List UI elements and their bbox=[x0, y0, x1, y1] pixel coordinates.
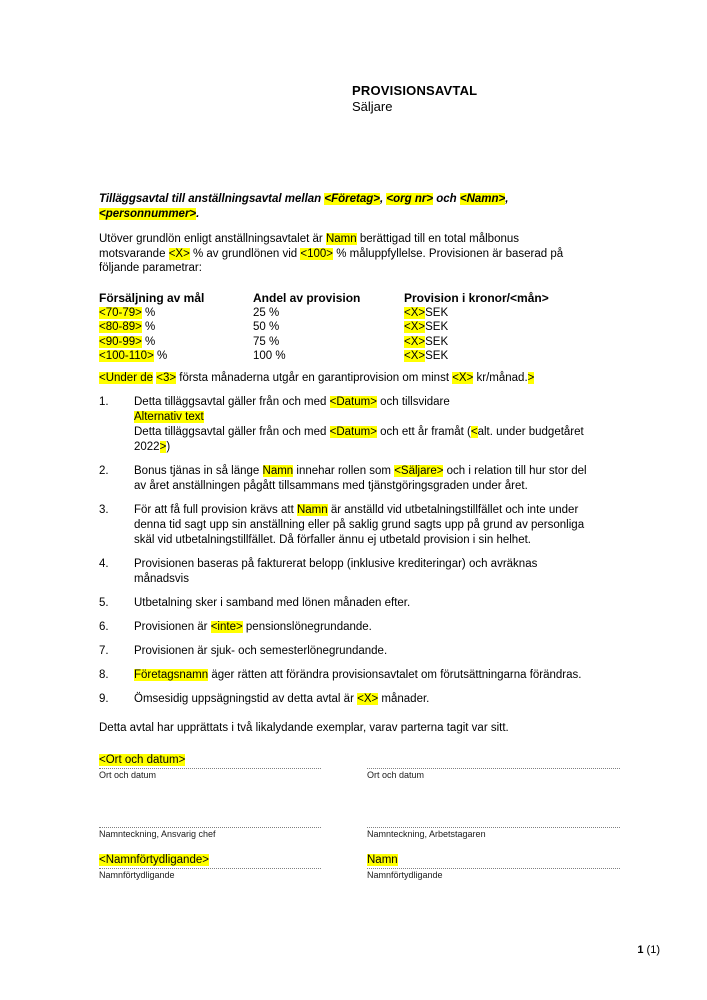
cell-goal: <70-79> % bbox=[99, 307, 156, 320]
list-item bbox=[99, 464, 635, 494]
place-date-right-caption: Ort och datum bbox=[367, 770, 425, 781]
name-clarification-right-value: Namn bbox=[367, 853, 620, 869]
document-header bbox=[352, 82, 667, 115]
bonus-paragraph: Utöver grundlön enligt anställningsavtalet är Namn berättigad till en total målbonus motsvarande <X> % av grundlönen vid <100> % måluppfyllelse. Provisionen är baserad på följande parametrar: bbox=[99, 233, 564, 275]
place-date-right-value bbox=[367, 753, 620, 769]
list-item-text: Utbetalning sker i samband med lönen månaden efter. bbox=[134, 597, 411, 610]
list-item bbox=[99, 503, 635, 548]
signature-right bbox=[367, 781, 620, 881]
document-title: PROVISIONSAVTAL bbox=[352, 83, 478, 98]
page-number-current: 1 bbox=[637, 944, 644, 956]
page-number-total: (1) bbox=[643, 944, 660, 956]
list-item bbox=[99, 596, 635, 611]
table-row bbox=[99, 306, 635, 320]
provision-table-header bbox=[99, 291, 635, 306]
col-header-amount: Provision i kronor/<mån> bbox=[404, 291, 549, 306]
list-item-number: 8. bbox=[99, 669, 109, 682]
cell-share: 100 % bbox=[253, 350, 286, 362]
col-header-sales-goal: Försäljning av mål bbox=[99, 291, 205, 306]
list-item-text: Ömsesidig uppsägningstid av detta avtal är <X> månader. bbox=[134, 693, 430, 706]
name-clarification-right-caption: Namnförtydligande bbox=[367, 870, 443, 881]
cell-amount: <X>SEK bbox=[404, 350, 449, 362]
place-date-left-value: <Ort och datum> bbox=[99, 753, 321, 769]
table-row bbox=[99, 349, 635, 363]
provision-table bbox=[99, 291, 635, 363]
list-item bbox=[99, 557, 635, 587]
cell-goal: <100-110> % bbox=[99, 350, 168, 362]
name-clarification-left-caption: Namnförtydligande bbox=[99, 870, 175, 881]
list-item-text: Detta tilläggsavtal gäller från och med <Datum> och tillsvidare Alternativ text Detta tilläggsavtal gäller från och med <Datum> och ett år framåt (<alt. under budgetåret 2022>) bbox=[134, 396, 584, 454]
place-date-left-caption: Ort och datum bbox=[99, 770, 157, 781]
document-subtitle: Säljare bbox=[352, 99, 393, 114]
name-clarification-right bbox=[367, 853, 620, 881]
table-row bbox=[99, 335, 635, 349]
signature-right-caption: Namnteckning, Arbetstagaren bbox=[367, 829, 486, 840]
cell-amount: <X>SEK bbox=[404, 307, 449, 320]
list-item bbox=[99, 620, 635, 635]
list-item-text: För att få full provision krävs att Namn är anställd vid utbetalningstillfället och inte under denna tid sagt upp sin anställning eller på saklig grund sagts upp på grund av personliga skäl vid utbetalningstillfället. Då förfaller ännu ej utbetald provision i sin helhet. bbox=[134, 504, 585, 547]
list-item-number: 1. bbox=[99, 396, 109, 409]
list-item-number: 4. bbox=[99, 558, 109, 571]
cell-share: 50 % bbox=[253, 321, 280, 334]
list-item bbox=[99, 692, 635, 707]
page-number bbox=[637, 944, 660, 957]
list-item bbox=[99, 395, 635, 455]
list-item-number: 5. bbox=[99, 597, 109, 610]
cell-amount: <X>SEK bbox=[404, 335, 449, 348]
list-item-number: 6. bbox=[99, 621, 109, 634]
list-item-text: Företagsnamn äger rätten att förändra provisionsavtalet om förutsättningarna förändras. bbox=[134, 669, 582, 682]
signature-left-caption: Namnteckning, Ansvarig chef bbox=[99, 829, 216, 840]
list-item-number: 9. bbox=[99, 693, 109, 706]
cell-amount: <X>SEK bbox=[404, 321, 449, 334]
place-date-left bbox=[99, 753, 321, 781]
name-clarification-left bbox=[99, 853, 321, 881]
guarantee-clause: <Under de <3> första månaderna utgår en garantiprovision om minst <X> kr/månad.> bbox=[99, 372, 535, 385]
terms-list bbox=[99, 395, 635, 707]
list-item-number: 7. bbox=[99, 645, 109, 658]
name-clarification-left-value: <Namnförtydligande> bbox=[99, 853, 321, 869]
list-item-text: Provisionen baseras på fakturerat belopp (inklusive krediteringar) och avräknas månadsvis bbox=[134, 558, 538, 586]
intro-paragraph: Tilläggsavtal till anställningsavtal mellan <Företag>, <org nr> och <Namn>, <personnummer>. bbox=[99, 193, 509, 220]
signature-left bbox=[99, 781, 321, 881]
list-item bbox=[99, 668, 635, 683]
cell-goal: <90-99> % bbox=[99, 335, 156, 348]
col-header-share: Andel av provision bbox=[253, 291, 361, 306]
list-item-text: Provisionen är sjuk- och semesterlönegrundande. bbox=[134, 645, 388, 658]
cell-goal: <80-89> % bbox=[99, 321, 156, 334]
cell-share: 25 % bbox=[253, 307, 280, 320]
signature-row-place-date bbox=[99, 753, 620, 781]
list-item-text: Bonus tjänas in så länge Namn innehar rollen som <Säljare> och i relation till hur stor del av året anställningen pågått tillsammans med tjänstgöringsgraden under året. bbox=[134, 465, 587, 493]
place-date-right bbox=[367, 753, 620, 781]
list-item-number: 2. bbox=[99, 465, 109, 478]
signature-row-signatures bbox=[99, 781, 620, 881]
cell-share: 75 % bbox=[253, 335, 280, 348]
table-row bbox=[99, 320, 635, 334]
list-item bbox=[99, 644, 635, 659]
list-item-text: Provisionen är <inte> pensionslönegrundande. bbox=[134, 621, 372, 634]
list-item-number: 3. bbox=[99, 504, 109, 517]
closing-line: Detta avtal har upprättats i två likalydande exemplar, varav parterna tagit var sitt. bbox=[99, 722, 509, 735]
